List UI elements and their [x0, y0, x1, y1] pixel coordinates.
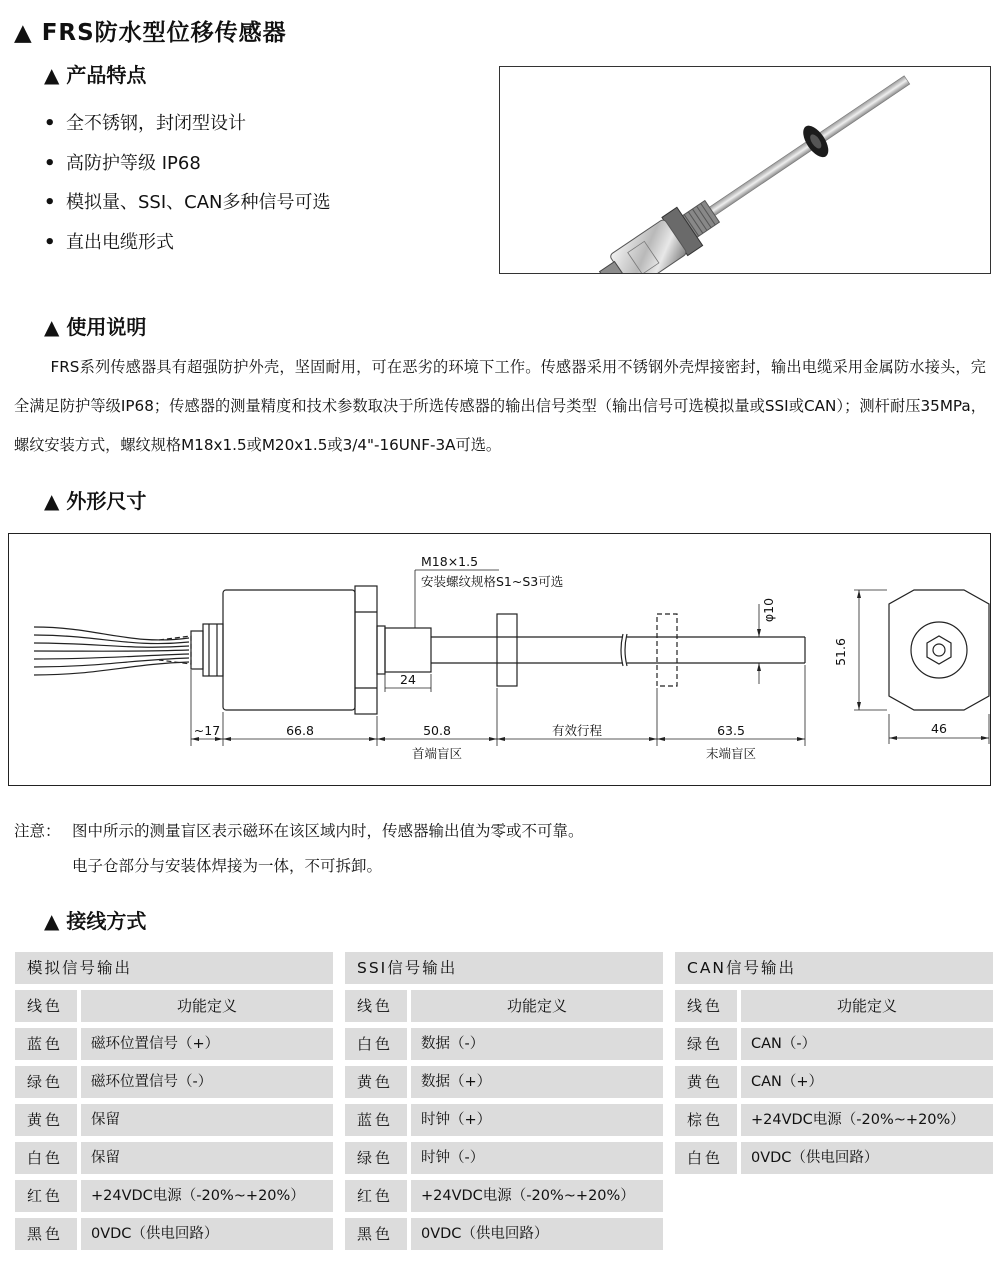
dim-end-label: 63.5 — [717, 723, 745, 738]
features-heading: ▲ 产品特点 — [44, 63, 147, 87]
table-row: 黄色 保留 — [15, 1104, 333, 1136]
table-row: 蓝色 时钟（+） — [345, 1104, 663, 1136]
end-height-label: 51.6 — [833, 638, 848, 666]
table-row: 黄色 CAN（+） — [675, 1066, 993, 1098]
sensor-illustration — [500, 67, 990, 273]
wiring-table-title: 模拟信号输出 — [15, 952, 333, 984]
thread-label: M18×1.5 — [421, 554, 479, 569]
table-row: 白色 保留 — [15, 1142, 333, 1174]
table-header-row: 线色 功能定义 — [15, 990, 333, 1022]
feature-item: • 全不锈钢，封闭型设计 — [44, 113, 246, 134]
table-row: 绿色 CAN（-） — [675, 1028, 993, 1060]
dimensions-heading: ▲ 外形尺寸 — [44, 489, 147, 513]
front-dead-zone-label: 首端盲区 — [411, 746, 463, 761]
table-row: 黑色 0VDC（供电回路） — [345, 1218, 663, 1250]
dimension-drawing — [8, 533, 991, 786]
note-line: 电子仓部分与安装体焊接为一体，不可拆卸。 — [72, 857, 383, 875]
feature-item: • 直出电缆形式 — [44, 231, 174, 253]
wiring-table-can — [675, 952, 993, 1180]
page-title: ▲ FRS防水型位移传感器 — [14, 20, 287, 46]
product-photo — [499, 66, 991, 274]
notes-label: 注意： — [14, 822, 61, 840]
table-row: 红色 +24VDC电源（-20%~+20%） — [15, 1180, 333, 1212]
dimension-drawing-svg — [9, 534, 990, 785]
rod-diameter-label: φ10 — [761, 597, 776, 623]
table-header-row: 线色 功能定义 — [345, 990, 663, 1022]
wiring-table-title: SSI信号输出 — [345, 952, 663, 984]
dim-cable-label: ~17 — [193, 723, 221, 738]
table-row: 黑色 0VDC（供电回路） — [15, 1218, 333, 1250]
table-header-row: 线色 功能定义 — [675, 990, 993, 1022]
table-row: 红色 +24VDC电源（-20%~+20%） — [345, 1180, 663, 1212]
thread-note: 安装螺纹规格S1~S3可选 — [421, 574, 564, 589]
wiring-table-title: CAN信号输出 — [675, 952, 993, 984]
wiring-heading: ▲ 接线方式 — [44, 909, 147, 933]
usage-text: FRS系列传感器具有超强防护外壳，坚固耐用，可在恶劣的环境下工作。传感器采用不锈钢外壳焊接密封，输出电缆采用金属防水接头，完全满足防护等级IP68；传感器的测量精度和技术参数取决于所选传感器的输出信号类型（输出信号可选模拟量或SSI或CAN）；测杆耐压35MPa，螺纹安装方式，螺纹规格M18x1.5或M20x1.5或3/4"-16UNF-3A可选。 — [14, 358, 986, 454]
feature-list — [44, 110, 331, 268]
table-row: 绿色 磁环位置信号（-） — [15, 1066, 333, 1098]
end-width-label: 46 — [931, 721, 947, 736]
usage-heading: ▲ 使用说明 — [44, 315, 147, 339]
table-row: 绿色 时钟（-） — [345, 1142, 663, 1174]
wiring-table-ssi — [345, 952, 663, 1256]
dim-stroke-label: 有效行程 — [551, 723, 603, 738]
feature-item: • 高防护等级 IP68 — [44, 152, 201, 174]
hex-width-label: 24 — [400, 672, 416, 687]
end-dead-zone-label: 末端盲区 — [705, 746, 757, 761]
wiring-table-analog — [15, 952, 333, 1256]
table-row: 白色 数据（-） — [345, 1028, 663, 1060]
table-row: 黄色 数据（+） — [345, 1066, 663, 1098]
table-row: 棕色 +24VDC电源（-20%~+20%） — [675, 1104, 993, 1136]
dim-front-label: 50.8 — [423, 723, 451, 738]
notes — [14, 814, 584, 884]
note-line: 图中所示的测量盲区表示磁环在该区域内时，传感器输出值为零或不可靠。 — [72, 822, 584, 840]
table-row: 蓝色 磁环位置信号（+） — [15, 1028, 333, 1060]
dim-body-label: 66.8 — [286, 723, 314, 738]
table-row: 白色 0VDC（供电回路） — [675, 1142, 993, 1174]
feature-item: • 模拟量、SSI、CAN多种信号可选 — [44, 192, 331, 213]
